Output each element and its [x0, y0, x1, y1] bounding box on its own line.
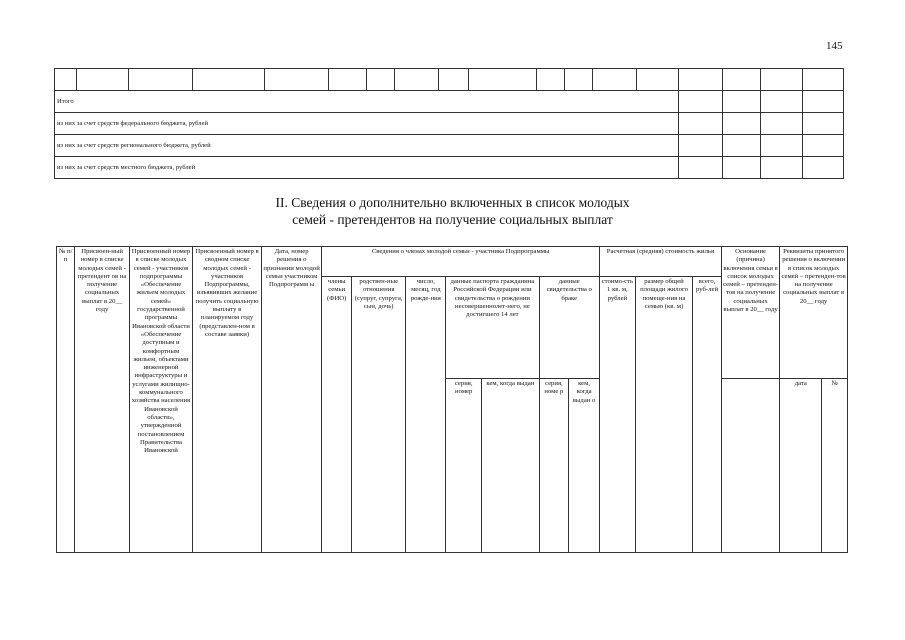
section-title-line: II. Сведения о дополнительно включенных в список молодых [275, 195, 630, 210]
family-members-header: Сведения о членах молодой семьи - участника Подпрограммы [322, 247, 600, 277]
summary-table [54, 68, 844, 179]
basis-empty-cell [721, 379, 779, 553]
applicants-table [56, 246, 848, 553]
passport-series-header: серия, номер [446, 379, 482, 553]
summary-row-total [55, 91, 844, 113]
passport-header: данные паспорта гражданина Российской Федерации или свидетельства о рождении несовершеннолет-него, не достигшего 14 лет [446, 277, 539, 379]
requisites-number-header: № [822, 379, 848, 553]
page-number: 145 [826, 40, 843, 52]
col-num-header: № п/п [57, 247, 75, 553]
cost-header: Расчетная (средняя) стоимость жилья [599, 247, 721, 277]
members-fio-header: члены семьи (ФИО) [322, 277, 352, 553]
section-title-line: семей - претендентов на получение социальных выплат [292, 212, 613, 227]
col-decision-date-header: Дата, номер решения о признании молодой семьи участником Подпрограмм ы [261, 247, 321, 553]
summary-row-local [55, 157, 844, 179]
area-header: размер общей площади жилого помеще-ния на семью (кв. м) [635, 277, 692, 553]
col-summary-number-header: Присвоенный номер в сводном списке молодых семей - участников Подпрограммы, изъявивших желание получить социальную выплату в планируемом году (представлен-ном в составе заявки) [193, 247, 262, 553]
summary-blank-row [55, 69, 844, 91]
total-header: всего, руб-лей [693, 277, 722, 553]
col-assigned-number-header: Присвоен-ный номер в списке молодых семей - претендент ов на получение социальных выплат в 20__ году [75, 247, 129, 553]
summary-label: из них за счет средств регионального бюджета, рублей [55, 135, 679, 157]
marriage-issued-header: кем, когда выдан о [569, 379, 600, 553]
header-row-1 [57, 247, 848, 277]
summary-row-federal [55, 113, 844, 135]
passport-issued-header: кем, когда выдан [482, 379, 539, 553]
basis-header: Основание (причина) включения семьи в список молодых семей – претенден-тов на получение социальных выплат в 20__ году [721, 247, 779, 379]
cost-per-m2-header: стоимо-сть 1 кв. м, рублей [599, 277, 635, 553]
summary-label: из них за счет средств федерального бюджета, рублей [55, 113, 679, 135]
requisites-header: Реквизиты принятого решения о включении в список молодых семей – претенден-тов на получение социальных выплат в 20__ году [780, 247, 848, 379]
summary-label: из них за счет средств местного бюджета, рублей [55, 157, 679, 179]
summary-row-regional [55, 135, 844, 157]
col-program-number-header: Присвоенный номер в списке молодых семей - участников подпрограммы «Обеспечение жильем молодых семей» государственной программы Ивановской области «Обеспечение доступным и комфортным жильем, объектами инженерной инфраструктуры и услугами жилищно-коммунального хозяйства населения Ивановской области», утвержденной постановлением Правительства Ивановской [129, 247, 193, 553]
birth-date-header: число, месяц, год рожде-ния [406, 277, 446, 553]
marriage-header: данные свидетельства о браке [539, 277, 599, 379]
marriage-series-header: серия, номе р [539, 379, 569, 553]
requisites-date-header: дата [780, 379, 822, 553]
relation-header: родствен-ные отношения (супруг, супруга, сын, дочь) [352, 277, 406, 553]
section-title [180, 194, 725, 228]
summary-label: Итого [55, 91, 679, 113]
